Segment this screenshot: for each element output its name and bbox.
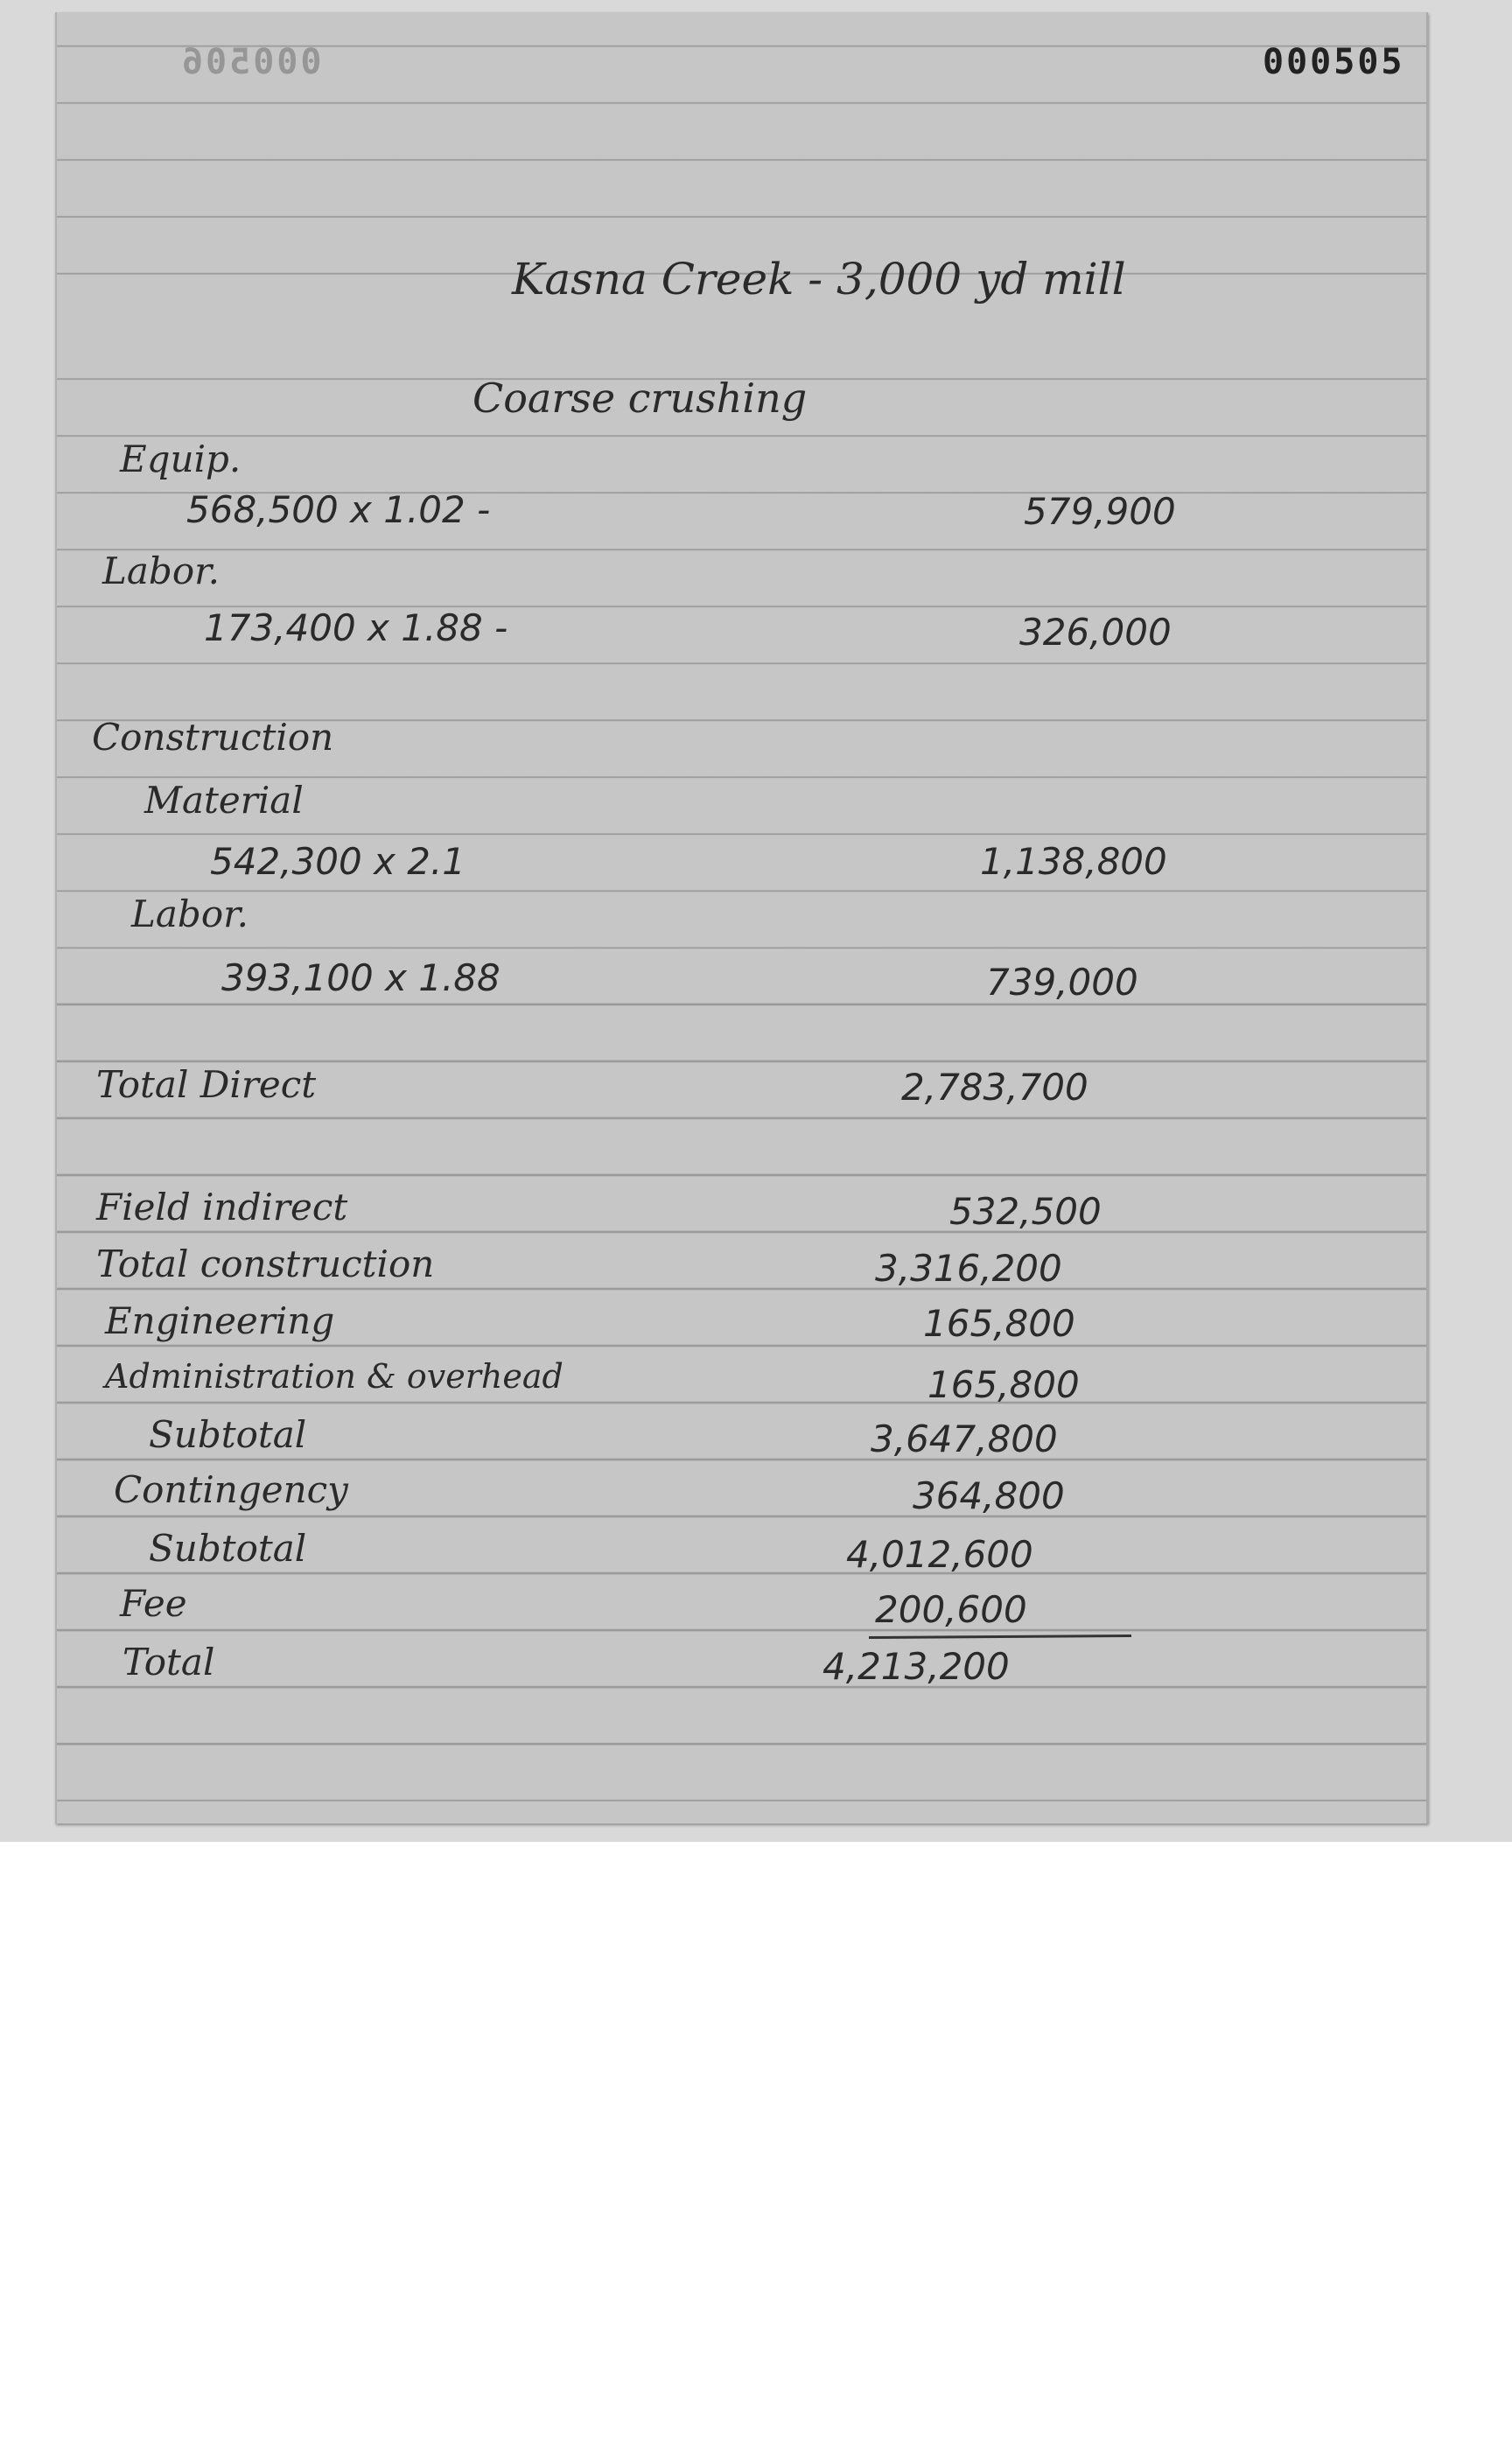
equip-value: 579,900	[1024, 490, 1176, 533]
material-calc: 542,300 x 2.1	[210, 840, 466, 883]
subtotal-2-value: 4,012,600	[846, 1533, 1033, 1576]
labor-value: 326,000	[1019, 611, 1172, 654]
construction-labor-calc: 393,100 x 1.88	[221, 956, 500, 999]
page-title: Kasna Creek - 3,000 yd mill	[512, 254, 1126, 304]
contingency-label: Contingency	[114, 1468, 348, 1511]
material-label: Material	[144, 779, 304, 822]
total-direct-value: 2,783,700	[901, 1066, 1088, 1109]
total-value: 4,213,200	[822, 1645, 1010, 1688]
construction-label: Construction	[92, 716, 334, 759]
field-indirect-value: 532,500	[949, 1190, 1102, 1233]
subtotal-1-value: 3,647,800	[871, 1418, 1058, 1460]
engineering-value: 165,800	[923, 1302, 1075, 1345]
subtotal-1-label: Subtotal	[149, 1413, 307, 1456]
construction-labor-label: Labor.	[131, 892, 248, 935]
material-value: 1,138,800	[980, 840, 1167, 883]
equip-label: Equip.	[120, 438, 242, 480]
page-number-stamp: 000505	[1263, 42, 1405, 82]
equip-calc: 568,500 x 1.02 -	[186, 488, 491, 531]
labor-label: Labor.	[102, 550, 220, 592]
field-indirect-label: Field indirect	[96, 1186, 348, 1228]
construction-labor-value: 739,000	[986, 961, 1138, 1004]
bleed-through-stamp: 000506	[179, 42, 322, 82]
ledger-page	[55, 12, 1428, 1824]
section-heading: Coarse crushing	[472, 374, 808, 422]
total-construction-label: Total construction	[96, 1242, 435, 1285]
labor-calc: 173,400 x 1.88 -	[204, 606, 508, 649]
fee-label: Fee	[120, 1582, 187, 1625]
fee-value: 200,600	[875, 1588, 1027, 1631]
subtotal-2-label: Subtotal	[149, 1527, 307, 1570]
administration-overhead-label: Administration & overhead	[105, 1357, 564, 1396]
total-label: Total	[122, 1641, 215, 1684]
total-direct-label: Total Direct	[96, 1063, 317, 1106]
engineering-label: Engineering	[105, 1299, 335, 1342]
contingency-value: 364,800	[913, 1474, 1065, 1517]
total-underline	[869, 1634, 1131, 1639]
administration-overhead-value: 165,800	[928, 1363, 1080, 1406]
total-construction-value: 3,316,200	[875, 1247, 1062, 1290]
